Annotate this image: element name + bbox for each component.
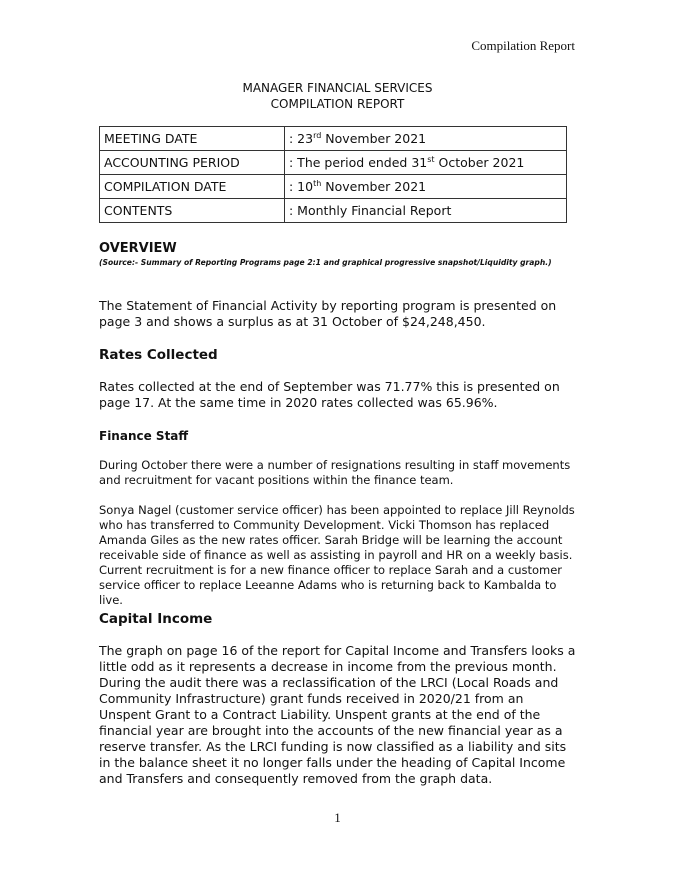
running-header: Compilation Report	[471, 38, 575, 53]
finance-staff-paragraph-1: During October there were a number of resignations resulting in staff movements and recruitment for vacant positions within the finance team.	[99, 458, 571, 487]
overview-heading: OVERVIEW	[99, 241, 177, 256]
overview-paragraph: The Statement of Financial Activity by reporting program is presented on page 3 and shows a surplus as at 31 October of $24,248,450.	[99, 298, 557, 329]
contents-label: CONTENTS	[100, 199, 285, 223]
table-row	[100, 151, 567, 175]
compilation-date-value: : 10th November 2021	[285, 175, 567, 199]
capital-income-paragraph: The graph on page 16 of the report for Capital Income and Transfers looks a little odd as it represents a decrease in income from the previous month. During the audit there was a reclassification of the LRCI (Local Roads and Community Infrastructure) grant funds received in 2020/21 from an Unspent Grant to a Contract Liability. Unspent grants at the end of the financial year are brought into the accounts of the new financial year as a reserve transfer. As the LRCI funding is now classified as a liability and sits in the balance sheet it no longer falls under the heading of Capital Income and Transfers and consequently removed from the graph data.	[99, 643, 576, 786]
accounting-period-label: ACCOUNTING PERIOD	[100, 151, 285, 175]
meeting-date-label: MEETING DATE	[100, 127, 285, 151]
finance-staff-paragraph-2: Sonya Nagel (customer service officer) has been appointed to replace Jill Reynolds who has transferred to Community Development. Vicki Thomson has replaced Amanda Giles as the new rates officer. Sarah Bridge will be learning the account receivable side of finance as well as assisting in payroll and HR on a weekly basis. Current recruitment is for a new finance officer to replace Sarah and a customer service officer to replace Leeanne Adams who is returning back to Kambalda to live.	[99, 503, 575, 607]
rates-collected-paragraph: Rates collected at the end of September was 71.77% this is presented on page 17. At the same time in 2020 rates collected was 65.96%.	[99, 379, 560, 410]
table-row	[100, 175, 567, 199]
table-row	[100, 127, 567, 151]
report-title-line-2: COMPILATION REPORT	[270, 97, 405, 111]
contents-value: : Monthly Financial Report	[285, 199, 567, 223]
compilation-date-label: COMPILATION DATE	[100, 175, 285, 199]
rates-collected-heading: Rates Collected	[99, 347, 218, 363]
meeting-details-table	[99, 126, 567, 223]
accounting-period-value: : The period ended 31st October 2021	[285, 151, 567, 175]
finance-staff-heading: Finance Staff	[99, 429, 189, 443]
meeting-date-value: : 23rd November 2021	[285, 127, 567, 151]
table-row	[100, 199, 567, 223]
capital-income-heading: Capital Income	[99, 611, 213, 627]
page-number: 1	[334, 810, 341, 825]
overview-source-note: (Source:- Summary of Reporting Programs page 2:1 and graphical progressive snapshot/Liquidity graph.)	[99, 258, 552, 267]
report-title-line-1: MANAGER FINANCIAL SERVICES	[242, 81, 433, 95]
